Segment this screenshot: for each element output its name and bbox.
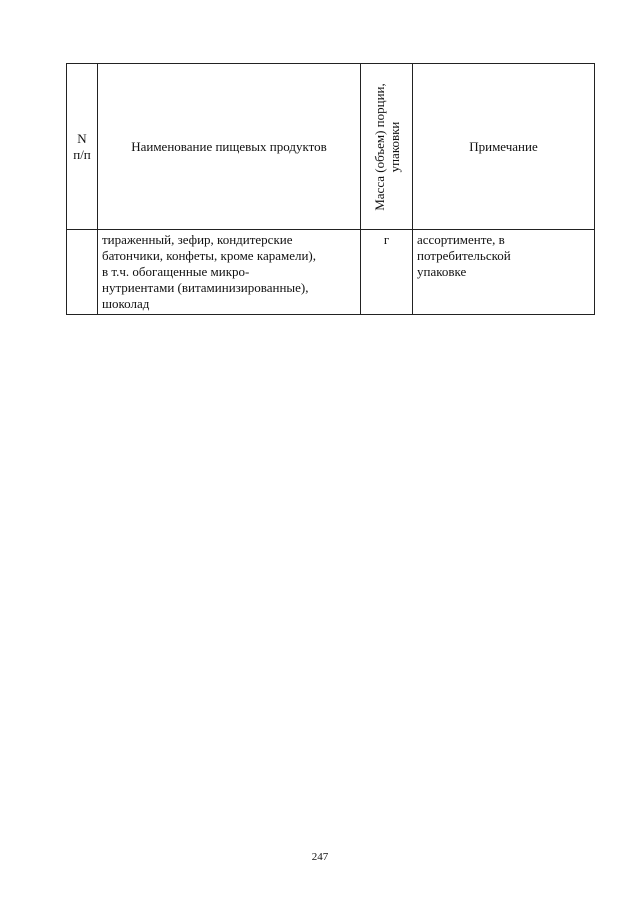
note-line: ассортименте, в <box>417 232 505 247</box>
header-note: Примечание <box>413 64 595 230</box>
product-table <box>66 63 595 315</box>
cell-product-name <box>98 230 361 315</box>
header-mass-line2: упаковки <box>386 121 402 172</box>
header-number-line2: п/п <box>73 146 91 162</box>
note-line: упаковке <box>417 264 467 279</box>
product-name-line: нутриентами (витаминизированные), <box>102 280 309 295</box>
header-product-name: Наименование пищевых продуктов <box>98 64 361 230</box>
product-name-line: в т.ч. обогащенные микро- <box>102 264 250 279</box>
header-number <box>67 64 98 230</box>
header-mass <box>361 64 413 230</box>
product-name-line: шоколад <box>102 296 150 311</box>
header-number-line1: N <box>77 130 87 146</box>
table-header-row <box>67 64 595 230</box>
header-mass-line1: Масса (объем) порции, <box>371 82 387 211</box>
product-name-line: тираженный, зефир, кондитерские <box>102 232 293 247</box>
product-name-line: батончики, конфеты, кроме карамели), <box>102 248 316 263</box>
cell-number <box>67 230 98 315</box>
page-number: 247 <box>311 851 329 863</box>
note-line: потребительской <box>417 248 511 263</box>
cell-note <box>413 230 595 315</box>
cell-mass: г <box>361 230 413 315</box>
table-row <box>67 230 595 315</box>
